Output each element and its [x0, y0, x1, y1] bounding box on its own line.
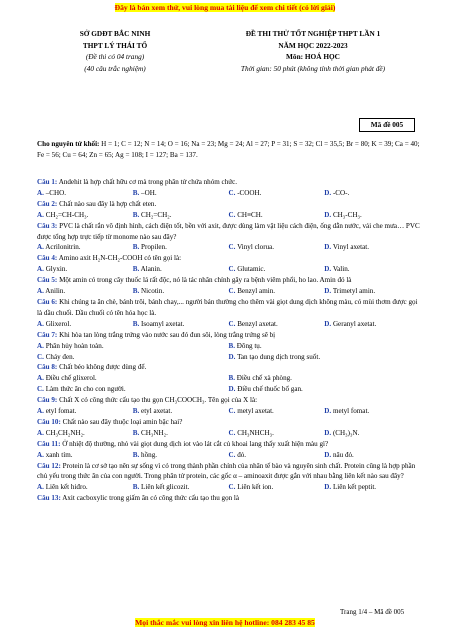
- option-letter: B.: [228, 341, 236, 350]
- options-row: [37, 352, 420, 363]
- option-letter: A.: [37, 374, 44, 383]
- option-text: CH₃NH₂.: [141, 428, 168, 437]
- answer-option: [229, 352, 421, 363]
- answer-option: [229, 373, 421, 384]
- option-letter: D.: [324, 287, 332, 296]
- question-text: Chất béo không được dùng để.: [59, 363, 147, 372]
- question-stem: [37, 297, 420, 319]
- question-text: Ở nhiệt độ thường, nhỏ vài giọt dung dịch iot vào lát cắt củ khoai lang thấy xuất hiện màu gì?: [62, 439, 329, 448]
- options-row: [37, 188, 420, 199]
- option-text: Acrilonitrin.: [45, 243, 81, 252]
- option-text: -CO-.: [332, 188, 350, 197]
- option-text: Benzyl amin.: [237, 287, 276, 296]
- answer-option: [133, 450, 229, 461]
- header-right: [208, 28, 418, 74]
- top-banner: [0, 3, 450, 12]
- option-text: đỏ.: [237, 450, 247, 459]
- option-text: Liên kết ion.: [237, 483, 274, 492]
- question-number: Câu 8:: [37, 363, 58, 372]
- option-letter: C.: [228, 210, 236, 219]
- option-letter: D.: [324, 483, 332, 492]
- atomic-masses: [37, 139, 420, 160]
- answer-option: [324, 286, 420, 297]
- option-text: Đông tụ.: [236, 341, 262, 350]
- option-text: CH≡CH.: [237, 210, 263, 219]
- answer-option: [37, 373, 229, 384]
- option-letter: A.: [37, 287, 44, 296]
- option-letter: A.: [37, 407, 44, 416]
- answer-option: [37, 264, 133, 275]
- question-number: Câu 4:: [37, 254, 58, 263]
- options-row: [37, 482, 420, 493]
- answer-option: [133, 286, 229, 297]
- question-stem: [37, 275, 420, 286]
- answer-option: [324, 450, 420, 461]
- options-row: [37, 450, 420, 461]
- school-year: NĂM HỌC 2022-2023: [278, 40, 348, 50]
- option-letter: A.: [37, 243, 44, 252]
- option-text: Điều chế thuốc bổ gan.: [237, 385, 303, 394]
- option-letter: D.: [324, 243, 332, 252]
- option-letter: D.: [324, 450, 332, 459]
- answer-option: [229, 264, 325, 275]
- question-stem: [37, 253, 420, 264]
- atomic-masses-values: H = 1; C = 12; N = 14; O = 16; Na = 23; Mg = 24; Al = 27; P = 31; S = 32; Cl = 35,5; Br = 80; K = 39; Ca = 40; Fe = 56; Cu = 64; Zn = 65; Ag = 108; I = 127; Ba = 137.: [37, 140, 420, 159]
- question-text: Amino axit H₂N-CH₂-COOH có tên gọi là:: [58, 254, 182, 263]
- question-stem: [37, 417, 420, 428]
- option-text: Tan tạo dung dịch trong suốt.: [237, 352, 321, 361]
- question-number: Câu 1:: [37, 178, 58, 186]
- option-letter: A.: [37, 210, 44, 219]
- option-letter: A.: [37, 341, 44, 350]
- question-number: Câu 10:: [37, 417, 61, 426]
- question-item: [37, 461, 420, 494]
- atomic-masses-label: Cho nguyên tử khối:: [37, 140, 100, 148]
- answer-option: [37, 188, 133, 199]
- question-stem: [37, 330, 420, 341]
- answer-option: [37, 210, 133, 221]
- option-text: metyl axetat.: [237, 407, 274, 416]
- question-stem: [37, 461, 420, 483]
- question-stem: [37, 395, 420, 406]
- school-name: THPT LÝ THÁI TỔ: [82, 40, 148, 50]
- option-text: CH₃-CH₃.: [332, 210, 362, 219]
- option-letter: D.: [228, 385, 236, 394]
- option-text: Nicotin.: [141, 287, 165, 296]
- option-text: Liên kết peptit.: [332, 483, 377, 492]
- options-row: [37, 319, 420, 330]
- answer-option: [229, 450, 325, 461]
- options-row: [37, 341, 420, 352]
- option-letter: C.: [228, 319, 236, 328]
- options-row: [37, 286, 420, 297]
- subject: Môn: HOÁ HỌC: [286, 52, 340, 61]
- option-letter: C.: [37, 385, 44, 394]
- answer-option: [133, 264, 229, 275]
- question-text: Chất X có công thức cấu tạo thu gọn CH₃COOCH₃. Tên gọi của X là:: [59, 396, 258, 405]
- department-name: SỞ GDĐT BẮC NINH: [79, 29, 151, 38]
- question-item: [37, 253, 420, 275]
- option-text: Glutamic.: [237, 265, 266, 274]
- answer-option: [229, 319, 325, 330]
- option-letter: C.: [228, 265, 236, 274]
- bottom-banner: [0, 618, 450, 627]
- option-letter: C.: [37, 352, 44, 361]
- option-text: Glixerol.: [45, 319, 72, 328]
- option-text: Alanin.: [140, 265, 162, 274]
- question-number: Câu 12:: [37, 461, 61, 470]
- options-row: [37, 242, 420, 253]
- option-letter: D.: [324, 210, 332, 219]
- answer-option: [229, 341, 421, 352]
- question-item: [37, 439, 420, 461]
- question-item: [37, 493, 420, 504]
- question-number: Câu 2:: [37, 199, 58, 208]
- page-footer: Trang 1/4 – Mã đề 005: [340, 608, 405, 616]
- answer-option: [324, 264, 420, 275]
- question-number: Câu 5:: [37, 276, 58, 285]
- answer-option: [37, 428, 133, 439]
- answer-option: [133, 319, 229, 330]
- option-letter: A.: [37, 483, 44, 492]
- question-number: Câu 9:: [37, 396, 58, 405]
- question-item: [37, 177, 420, 199]
- option-letter: D.: [324, 428, 332, 437]
- answer-option: [229, 384, 421, 395]
- option-letter: B.: [132, 265, 140, 274]
- answer-option: [324, 210, 420, 221]
- option-letter: C.: [228, 483, 236, 492]
- option-letter: C.: [228, 287, 236, 296]
- option-letter: C.: [228, 243, 236, 252]
- time-note: Thời gian: 50 phút (không tính thời gian phát đề): [240, 63, 386, 73]
- options-row: [37, 264, 420, 275]
- option-text: nâu đỏ.: [332, 450, 354, 459]
- question-count-note: (40 câu trắc nghiệm): [84, 63, 146, 73]
- question-item: [37, 362, 420, 395]
- option-text: Điều chế glixerol.: [45, 374, 97, 383]
- option-text: CH₃NHCH₃.: [237, 428, 274, 437]
- question-number: Câu 11:: [37, 439, 61, 448]
- answer-option: [324, 319, 420, 330]
- option-text: CH₂=CH₂.: [141, 210, 172, 219]
- answer-option: [229, 406, 325, 417]
- option-text: metyl fomat.: [332, 407, 370, 416]
- option-text: Isoamyl axetat.: [141, 319, 185, 328]
- option-letter: A.: [37, 188, 44, 197]
- option-letter: D.: [228, 352, 236, 361]
- question-text: Khi hòa tan lòng trắng trứng vào nước sau đó đun sôi, lòng trắng trứng sẽ bị: [59, 330, 276, 339]
- top-banner-text: Đây là bản xem thử, vui lòng mua tài liệu để xem chi tiết (có lời giải): [114, 3, 336, 12]
- answer-option: [37, 286, 133, 297]
- options-row: [37, 210, 420, 221]
- option-text: Vinyl axetat.: [332, 243, 370, 252]
- answer-option: [133, 210, 229, 221]
- question-text: Axit cacboxylic trong giấm ăn có công thức cấu tạo thu gọn là: [62, 494, 240, 503]
- option-text: Làm thức ăn cho con người.: [45, 385, 126, 394]
- option-letter: D.: [324, 265, 332, 274]
- option-letter: B.: [132, 243, 140, 252]
- option-text: -COOH.: [237, 188, 262, 197]
- options-row: [37, 428, 420, 439]
- question-text: PVC là chất rắn vô định hình, cách điện tốt, bền với axit, được dùng làm vật liệu cách điện, ống dẫn nước, vải che mưa… PVC được tổng hợp trực tiếp từ monome nào sau đây?: [37, 221, 420, 241]
- option-letter: B.: [132, 483, 140, 492]
- question-item: [37, 395, 420, 417]
- option-text: Benzyl axetat.: [237, 319, 278, 328]
- option-text: CH₃CH₂NH₂.: [45, 428, 85, 437]
- answer-option: [37, 341, 229, 352]
- option-text: Geranyl axetat.: [332, 319, 377, 328]
- option-letter: A.: [37, 428, 44, 437]
- option-text: Propilen.: [141, 243, 167, 252]
- question-text: Khi chúng ta ăn chè, bánh trôi, bánh chay,... người bán thường cho thêm vài giọt dung dịch không màu, có mùi thơm được gọi là dầu chuối. Dầu chuối có tên hóa học là.: [37, 297, 418, 317]
- answer-option: [229, 286, 325, 297]
- exam-title: ĐỀ THI THỬ TỐT NGHIỆP THPT LẦN 1: [245, 29, 381, 38]
- answer-option: [229, 428, 325, 439]
- option-letter: B.: [132, 450, 140, 459]
- option-letter: B.: [132, 210, 140, 219]
- question-text: Andehit là hợp chất hữu cơ mà trong phân tử chứa nhóm chức.: [58, 178, 238, 186]
- option-letter: D.: [324, 407, 332, 416]
- answer-option: [324, 406, 420, 417]
- question-number: Câu 6:: [37, 297, 58, 306]
- option-letter: B.: [132, 188, 140, 197]
- answer-option: [37, 384, 229, 395]
- answer-option: [133, 188, 229, 199]
- answer-option: [324, 188, 420, 199]
- option-text: –CHO.: [45, 188, 66, 197]
- option-text: Glyxin.: [45, 265, 68, 274]
- option-text: Valin.: [332, 265, 350, 274]
- option-text: Vinyl clorua.: [237, 243, 275, 252]
- option-letter: C.: [228, 188, 236, 197]
- option-letter: B.: [132, 428, 140, 437]
- header-left: [40, 28, 190, 74]
- option-text: Điều chế xà phòng.: [236, 374, 292, 383]
- option-letter: B.: [132, 287, 140, 296]
- option-text: etyl fomat.: [45, 407, 77, 416]
- option-letter: B.: [132, 407, 140, 416]
- question-stem: [37, 199, 420, 210]
- question-stem: [37, 493, 420, 504]
- answer-option: [37, 450, 133, 461]
- answer-option: [229, 188, 325, 199]
- answer-option: [324, 242, 420, 253]
- question-text: Một amin có trong cây thuốc lá rất độc, nó là tác nhân chính gây ra bệnh viêm phổi, ho lao. Amin đó là: [59, 276, 352, 285]
- answer-option: [37, 406, 133, 417]
- answer-option: [229, 210, 325, 221]
- option-text: xanh tím.: [45, 450, 73, 459]
- exam-code-box: Mã đề 005: [359, 118, 415, 132]
- answer-option: [133, 242, 229, 253]
- answer-option: [37, 319, 133, 330]
- bottom-banner-text: Mọi thắc mắc vui lòng xin liên hệ hotline: 084 283 45 85: [135, 618, 315, 627]
- question-number: Câu 3:: [37, 221, 58, 230]
- question-item: [37, 275, 420, 297]
- answer-option: [133, 406, 229, 417]
- question-stem: [37, 221, 420, 243]
- question-text: Chất nào sau đây thuộc loại amin bậc hai?: [62, 417, 183, 426]
- option-letter: C.: [228, 428, 236, 437]
- option-letter: A.: [37, 319, 44, 328]
- question-list: [37, 177, 420, 504]
- option-letter: C.: [228, 407, 236, 416]
- question-stem: [37, 439, 420, 450]
- options-row: [37, 406, 420, 417]
- option-text: Anilin.: [45, 287, 66, 296]
- option-text: CH₂=CH-CH₃.: [45, 210, 89, 219]
- option-letter: B.: [132, 319, 140, 328]
- question-number: Câu 13:: [37, 494, 61, 503]
- answer-option: [324, 428, 420, 439]
- option-text: etyl axetat.: [141, 407, 173, 416]
- option-text: –OH.: [141, 188, 157, 197]
- answer-option: [324, 482, 420, 493]
- answer-option: [37, 352, 229, 363]
- question-item: [37, 417, 420, 439]
- question-item: [37, 221, 420, 254]
- page-count-note: (Đề thi có 04 trang): [85, 52, 145, 61]
- option-letter: D.: [324, 319, 332, 328]
- option-text: (CH₃)₃N.: [332, 428, 360, 437]
- option-letter: D.: [324, 188, 332, 197]
- option-text: Liên kết glicozit.: [141, 483, 190, 492]
- question-item: [37, 199, 420, 221]
- question-item: [37, 330, 420, 363]
- question-stem: [37, 362, 420, 373]
- option-letter: C.: [228, 450, 236, 459]
- options-row: [37, 384, 420, 395]
- option-letter: A.: [37, 265, 44, 274]
- question-stem: [37, 177, 420, 188]
- option-text: Phân hủy hoàn toàn.: [45, 341, 104, 350]
- answer-option: [37, 242, 133, 253]
- question-item: [37, 297, 420, 330]
- options-row: [37, 373, 420, 384]
- option-letter: B.: [228, 374, 236, 383]
- question-text: Chất nào sau đây là hợp chất eten.: [59, 199, 157, 208]
- question-text: Protein là cơ sở tạo nên sự sống vì có trong thành phần chính của nhân tế bào và nguyên sinh chất. Protein cũng là hợp phần chủ yếu trong thức ăn của con người. Trong phân tử protein, các gốc α – aminoaxit được gắn với nhau bằng liên kết nào sau đây?: [37, 461, 416, 481]
- option-text: Trimetyl amin.: [332, 287, 376, 296]
- answer-option: [37, 482, 133, 493]
- answer-option: [229, 482, 325, 493]
- answer-option: [229, 242, 325, 253]
- option-letter: A.: [37, 450, 44, 459]
- answer-option: [133, 428, 229, 439]
- option-text: Liên kết hiđro.: [45, 483, 88, 492]
- option-text: hồng.: [141, 450, 158, 459]
- option-text: Cháy đen.: [45, 352, 75, 361]
- question-number: Câu 7:: [37, 330, 58, 339]
- answer-option: [133, 482, 229, 493]
